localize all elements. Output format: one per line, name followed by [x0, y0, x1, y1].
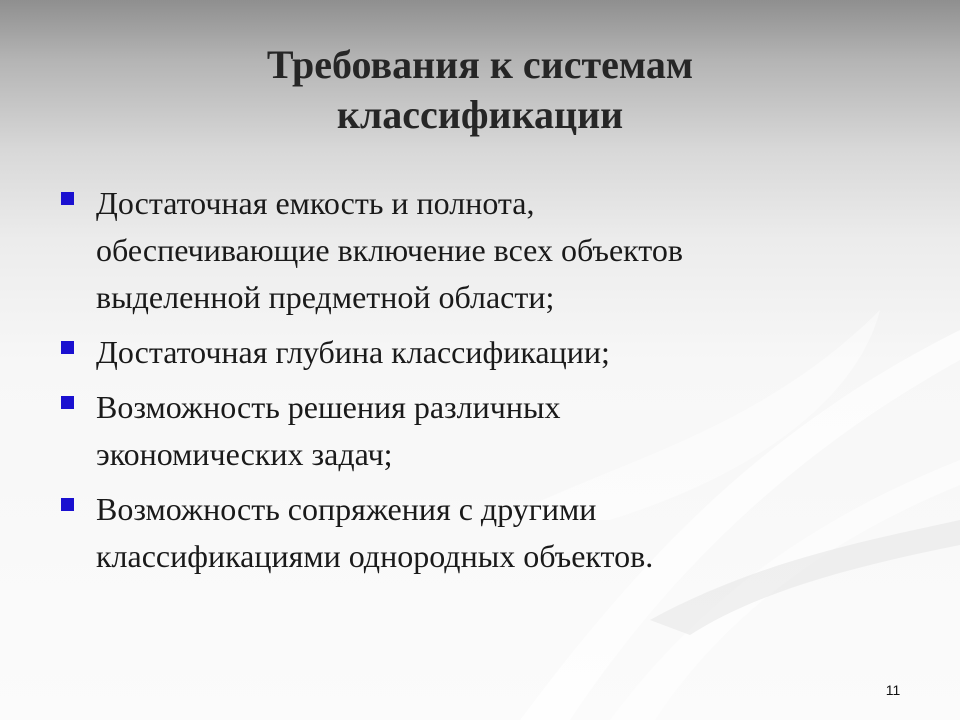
square-bullet-icon: [61, 192, 74, 205]
bullet-item-3: [58, 384, 908, 478]
bullet-text-line: классификациями однородных объектов.: [96, 538, 654, 574]
page-number: 11: [885, 682, 901, 698]
bullet-text-line: Возможность решения различных: [96, 389, 561, 425]
bullet-text-line: выделенной предметной области;: [96, 279, 555, 315]
bullet-text-line: экономических задач;: [96, 436, 393, 472]
square-bullet-icon: [61, 396, 74, 409]
bullet-text-line: Возможность сопряжения с другими: [96, 491, 597, 527]
slide-title: [80, 40, 880, 140]
square-bullet-icon: [61, 498, 74, 511]
bullet-text-line: Достаточная глубина классификации;: [96, 334, 610, 370]
bullet-item-2: [58, 329, 908, 376]
bullet-list: [58, 180, 908, 588]
title-line-1: Требования к системам: [266, 42, 694, 87]
title-line-2: классификации: [336, 92, 624, 137]
bullet-item-4: [58, 486, 908, 580]
bullet-text-line: Достаточная емкость и полнота,: [96, 185, 535, 221]
bullet-item-1: [58, 180, 908, 321]
square-bullet-icon: [61, 341, 74, 354]
bullet-text-line: обеспечивающие включение всех объектов: [96, 232, 683, 268]
